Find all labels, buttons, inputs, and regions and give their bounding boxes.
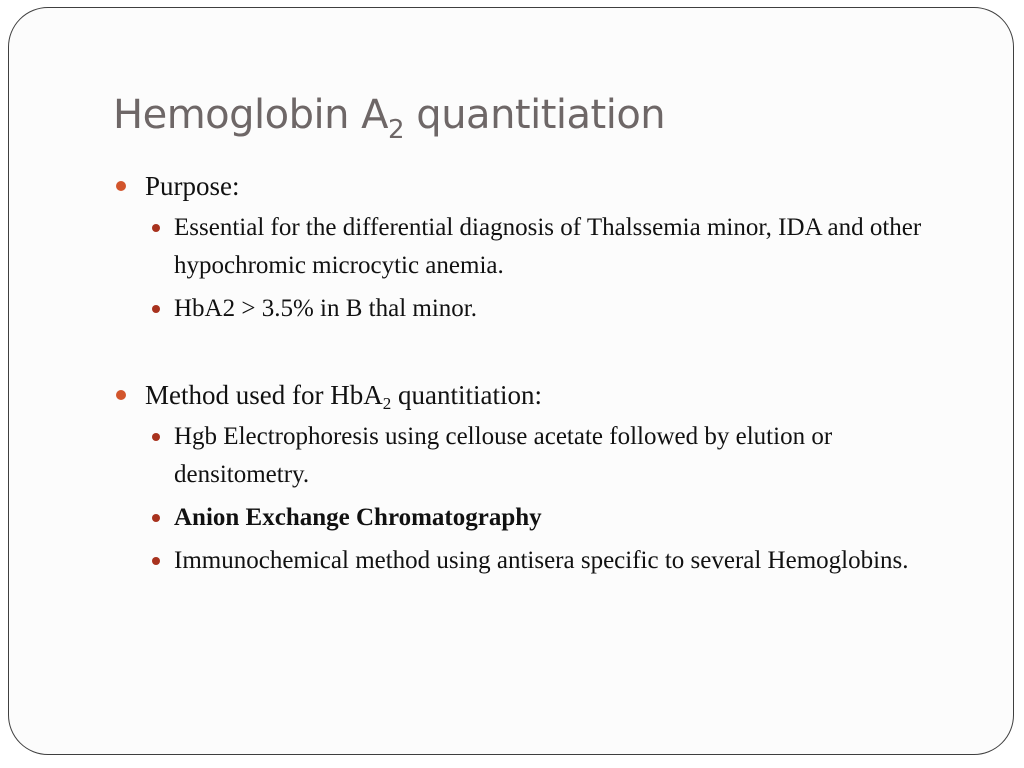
title-main: Hemoglobin A	[113, 92, 389, 138]
bullet-method	[113, 377, 973, 413]
sub-bullet-immunochemical	[146, 542, 944, 580]
bullet-method-rest: quantitiation:	[391, 380, 542, 410]
sub-bullet-differential-diagnosis	[146, 209, 944, 285]
sub-bullet-text: Immunochemical method using antisera specific to several Hemoglobins.	[174, 547, 909, 574]
sub-bullet-anion-exchange	[146, 499, 944, 537]
slide-body	[113, 168, 973, 580]
bullet-dot-icon	[116, 390, 126, 400]
sub-bullet-hba2-threshold	[146, 290, 944, 328]
title-rest: quantitiation	[404, 92, 666, 138]
bullet-purpose-text: Purpose:	[145, 171, 240, 201]
sub-bullet-text: HbA2 > 3.5% in B thal minor.	[174, 295, 477, 322]
title-subscript: 2	[388, 115, 405, 145]
bullet-purpose	[113, 168, 973, 204]
sub-bullet-dot-icon	[152, 433, 160, 441]
sub-bullet-dot-icon	[152, 557, 160, 565]
sub-bullet-text: Hgb Electrophoresis using cellouse acetate followed by elution or densitometry.	[174, 423, 833, 488]
bullet-dot-icon	[116, 181, 126, 191]
sub-bullet-dot-icon	[152, 514, 160, 522]
sub-bullet-text: Essential for the differential diagnosis of Thalssemia minor, IDA and other hypochromic microcytic anemia.	[174, 214, 922, 279]
sub-bullet-text: Anion Exchange Chromatography	[174, 504, 542, 531]
sub-bullet-electrophoresis	[146, 418, 944, 494]
bullet-method-subscript: 2	[382, 394, 392, 413]
sub-bullet-dot-icon	[152, 305, 160, 313]
slide-title	[113, 92, 666, 145]
bullet-method-main: Method used for HbA	[145, 380, 383, 410]
sub-bullet-dot-icon	[152, 224, 160, 232]
